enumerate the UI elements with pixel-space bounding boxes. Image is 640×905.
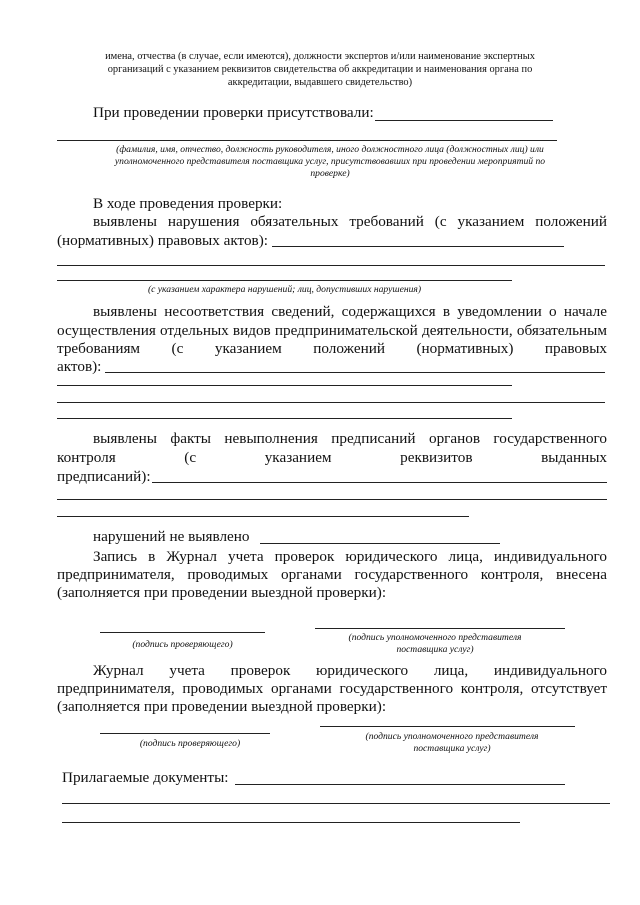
orders-line1: выявлены факты невыполнения предписаний органов государственного bbox=[93, 430, 607, 447]
journal-absent-line2: предпринимателя, проводимых органами государственного контроля, отсутствует bbox=[57, 680, 607, 697]
orders-blank-1[interactable] bbox=[152, 482, 607, 483]
attachments-blank-2[interactable] bbox=[62, 803, 610, 804]
journal-entry-line1: Запись в Журнал учета проверок юридического лица, индивидуального bbox=[93, 548, 607, 565]
mismatch-blank-3[interactable] bbox=[57, 402, 605, 403]
present-blank-2[interactable] bbox=[57, 140, 557, 141]
journal-entry-line3: (заполняется при проведении выездной проверки): bbox=[57, 584, 387, 601]
journal-absent-rep-signature-line[interactable] bbox=[320, 726, 575, 727]
orders-blank-3[interactable] bbox=[57, 516, 469, 517]
violations-caption: (с указанием характера нарушений; лиц, допустивших нарушения) bbox=[147, 284, 422, 295]
none-found-blank[interactable] bbox=[260, 543, 500, 544]
journal-absent-line1: Журнал учета проверок юридического лица, индивидуального bbox=[93, 662, 607, 679]
attachments-blank-3[interactable] bbox=[62, 822, 520, 823]
journal-absent-inspector-signature-line[interactable] bbox=[100, 733, 270, 734]
mismatch-blank-1[interactable] bbox=[105, 372, 605, 373]
journal-entry-rep-caption-1: (подпись уполномоченного представителя bbox=[348, 632, 522, 643]
orders-line3: предписаний): bbox=[57, 468, 151, 485]
mismatch-blank-2[interactable] bbox=[57, 385, 512, 386]
mismatch-blank-4[interactable] bbox=[57, 418, 512, 419]
journal-entry-rep-caption-2: поставщика услуг) bbox=[396, 644, 474, 655]
mismatch-line1: выявлены несоответствия сведений, содержащихся в уведомлении о начале bbox=[93, 303, 607, 320]
present-caption-2: уполномоченного представителя поставщика услуг, присутствовавших при проведении мероприятий по bbox=[114, 156, 546, 167]
present-label: При проведении проверки присутствовали: bbox=[93, 104, 374, 121]
attachments-label: Прилагаемые документы: bbox=[62, 769, 229, 786]
violations-blank-2[interactable] bbox=[57, 265, 605, 266]
present-blank-1[interactable] bbox=[375, 120, 553, 121]
mismatch-line3: требованиям (с указанием положений (нормативных) правовых bbox=[57, 340, 607, 357]
violations-blank-1[interactable] bbox=[272, 246, 564, 247]
none-found-label: нарушений не выявлено bbox=[93, 528, 250, 545]
orders-blank-2[interactable] bbox=[57, 499, 607, 500]
during-heading: В ходе проведения проверки: bbox=[93, 195, 283, 212]
present-caption-1: (фамилия, имя, отчество, должность руководителя, иного должностного лица (должностных лиц) или bbox=[116, 144, 544, 155]
header-note-line3: аккредитации, выдавшего свидетельство) bbox=[227, 77, 413, 88]
journal-entry-inspector-caption: (подпись проверяющего) bbox=[132, 639, 233, 650]
header-note-line1: имена, отчества (в случае, если имеются), должности экспертов и/или наименование экспертных bbox=[105, 51, 535, 62]
journal-entry-rep-signature-line[interactable] bbox=[315, 628, 565, 629]
orders-line2: контроля (с указанием реквизитов выданных bbox=[57, 449, 607, 466]
violations-line1: выявлены нарушения обязательных требований (с указанием положений bbox=[93, 213, 607, 230]
header-note-line2: организаций с указанием реквизитов свидетельства об аккредитации и наименования органа по bbox=[107, 64, 533, 75]
journal-absent-inspector-caption: (подпись проверяющего) bbox=[139, 738, 241, 749]
attachments-blank-1[interactable] bbox=[235, 784, 565, 785]
mismatch-line4: актов): bbox=[57, 358, 102, 375]
present-caption-3: проверке) bbox=[310, 168, 350, 179]
violations-line2: (нормативных) правовых актов): bbox=[57, 232, 268, 249]
journal-absent-rep-caption-1: (подпись уполномоченного представителя bbox=[365, 731, 539, 742]
violations-blank-3[interactable] bbox=[57, 280, 512, 281]
journal-entry-inspector-signature-line[interactable] bbox=[100, 632, 265, 633]
mismatch-line2: осуществления отдельных видов предпринимательской деятельности, обязательным bbox=[57, 322, 607, 339]
journal-absent-rep-caption-2: поставщика услуг) bbox=[413, 743, 491, 754]
journal-entry-line2: предпринимателя, проводимых органами государственного контроля, внесена bbox=[57, 566, 607, 583]
journal-absent-line3: (заполняется при проведении выездной проверки): bbox=[57, 698, 387, 715]
